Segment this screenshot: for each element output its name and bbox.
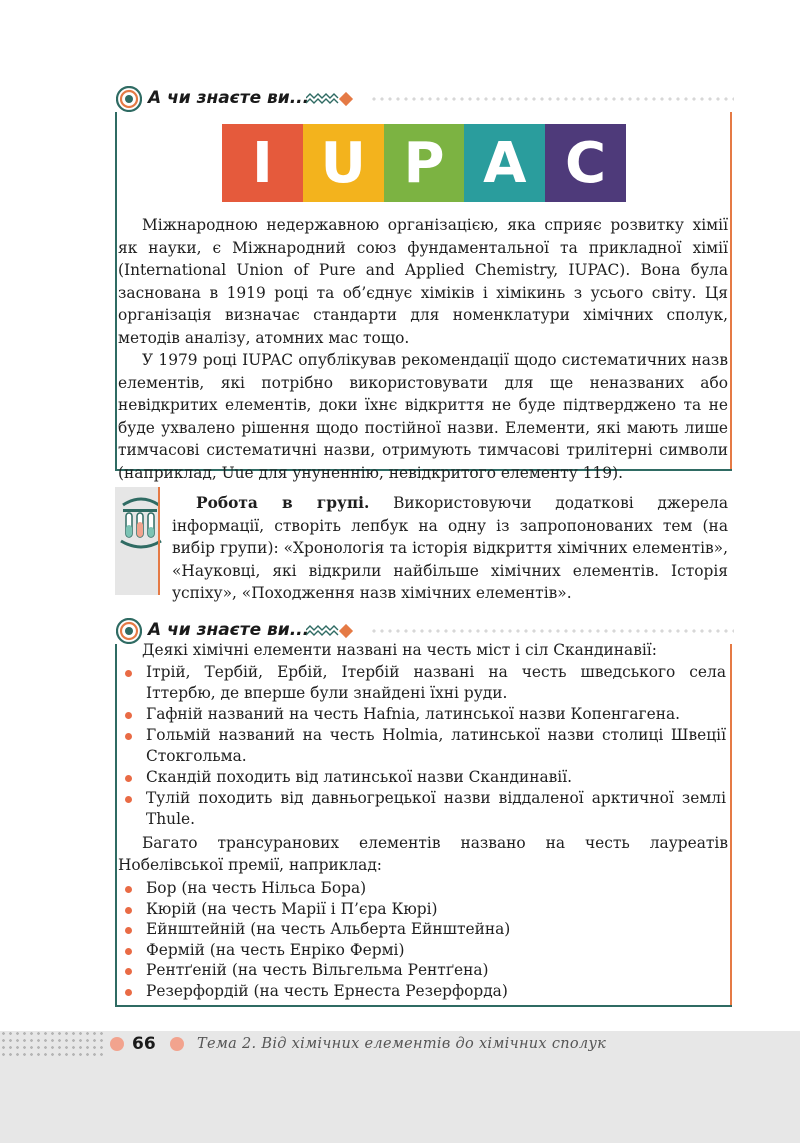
page-dot-right — [170, 1037, 184, 1051]
paragraph-text: Багато трансуранових елементів названо на честь лауреатів Нобелівської премії, наприклад: — [118, 834, 728, 874]
list-item: Рентґеній (на честь Вільгельма Рентґена) — [122, 960, 726, 981]
box-bottom-border — [115, 1005, 732, 1007]
list-item: Кюрій (на честь Марії і П’єра Кюрі) — [122, 899, 726, 920]
dotted-rule — [370, 628, 734, 634]
zigzag-icon — [306, 92, 356, 108]
scandinavia-intro — [118, 640, 728, 661]
iupac-tile-c: C — [545, 124, 626, 202]
list-item: Резерфордій (на честь Ернеста Резерфорда) — [122, 981, 726, 1002]
chapter-title: Тема 2. Від хімічних елементів до хімічних сполук — [197, 1036, 607, 1052]
group-work-body: Використовуючи додаткові джерела інформації, створіть лепбук на одну із запропонованих тем (на вибір групи): «Хронологія та історія відкриття хімічних елементів», «Науковці, які відкрили найбільше хімічних елементів. Історія успіху», «Походження назв хімічних елементів». — [172, 494, 728, 602]
iupac-logo — [222, 124, 626, 202]
group-work-label: Робота в групі. — [196, 494, 370, 512]
group-work-text — [172, 492, 728, 605]
paragraph-text: У 1979 році IUPAC опублікував рекомендації щодо систематичних назв елементів, які потрібно використовувати для ще неназваних або невідкритих елементів, доки їхнє відкриття не буде підтверджено та не буде ухвалено рішення щодо постійної назви. Елементи, які мають лише тимчасові систематичні назви, отримують тимчасові трилітерні символи (наприклад, Uue для унуненнію, невідкритого елементу 119). — [118, 351, 728, 482]
target-icon — [116, 86, 142, 112]
nobel-list — [122, 878, 726, 1002]
zigzag-icon — [306, 624, 356, 640]
iupac-tile-p: P — [384, 124, 465, 202]
list-item: Гафній названий на честь Hafnia, латинської назви Копенгагена. — [122, 704, 726, 725]
iupac-paragraph-1 — [118, 214, 728, 349]
scandinavia-list — [122, 662, 726, 830]
iupac-tile-a: A — [464, 124, 545, 202]
page-number: 66 — [132, 1034, 156, 1054]
list-item: Ітрій, Тербій, Ербій, Ітербій названі на честь шведського села Іттербю, де вперше були знайдені їхні руди. — [122, 662, 726, 704]
did-you-know-title: А чи знаєте ви... — [148, 88, 310, 108]
list-item: Скандій походить від латинської назви Скандинавії. — [122, 767, 726, 788]
box-left-border — [115, 112, 117, 470]
paragraph-text: Міжнародною недержавною організацією, яка сприяє розвитку хімії як науки, є Міжнародний союз фундаментальної та прикладної хімії (International Union of Pure and Applied Chemistry, IUPAC). Вона була заснована в 1919 році та об’єднує хіміків і хімікинь з усього світу. Ця організація визначає стандарти для номенклатури хімічних сполук, методів аналізу, атомних мас тощо. — [118, 216, 728, 347]
nobel-intro — [118, 832, 728, 876]
did-you-know-header-1 — [116, 82, 736, 116]
box-left-border — [115, 644, 117, 1006]
list-item: Бор (на честь Нільса Бора) — [122, 878, 726, 899]
footer-dot-pattern — [0, 1030, 104, 1060]
list-item: Тулій походить від давньогрецької назви віддаленої арктичної землі Thule. — [122, 788, 726, 830]
box-right-border — [730, 644, 732, 1006]
paragraph-text: Деякі хімічні елементи названі на честь міст і сіл Скандинавії: — [142, 641, 657, 659]
iupac-paragraph-2 — [118, 349, 728, 484]
list-item: Гольмій названий на честь Holmia, латинської назви столиці Швеції Стокгольма. — [122, 725, 726, 767]
list-item: Фермій (на честь Енріко Фермі) — [122, 940, 726, 961]
dotted-rule — [370, 96, 734, 102]
iupac-tile-i: I — [222, 124, 303, 202]
iupac-tile-u: U — [303, 124, 384, 202]
box-right-border — [730, 112, 732, 470]
page-dot-left — [110, 1037, 124, 1051]
list-item: Ейнштейній (на честь Альберта Ейнштейна) — [122, 919, 726, 940]
did-you-know-title: А чи знаєте ви... — [148, 620, 310, 640]
